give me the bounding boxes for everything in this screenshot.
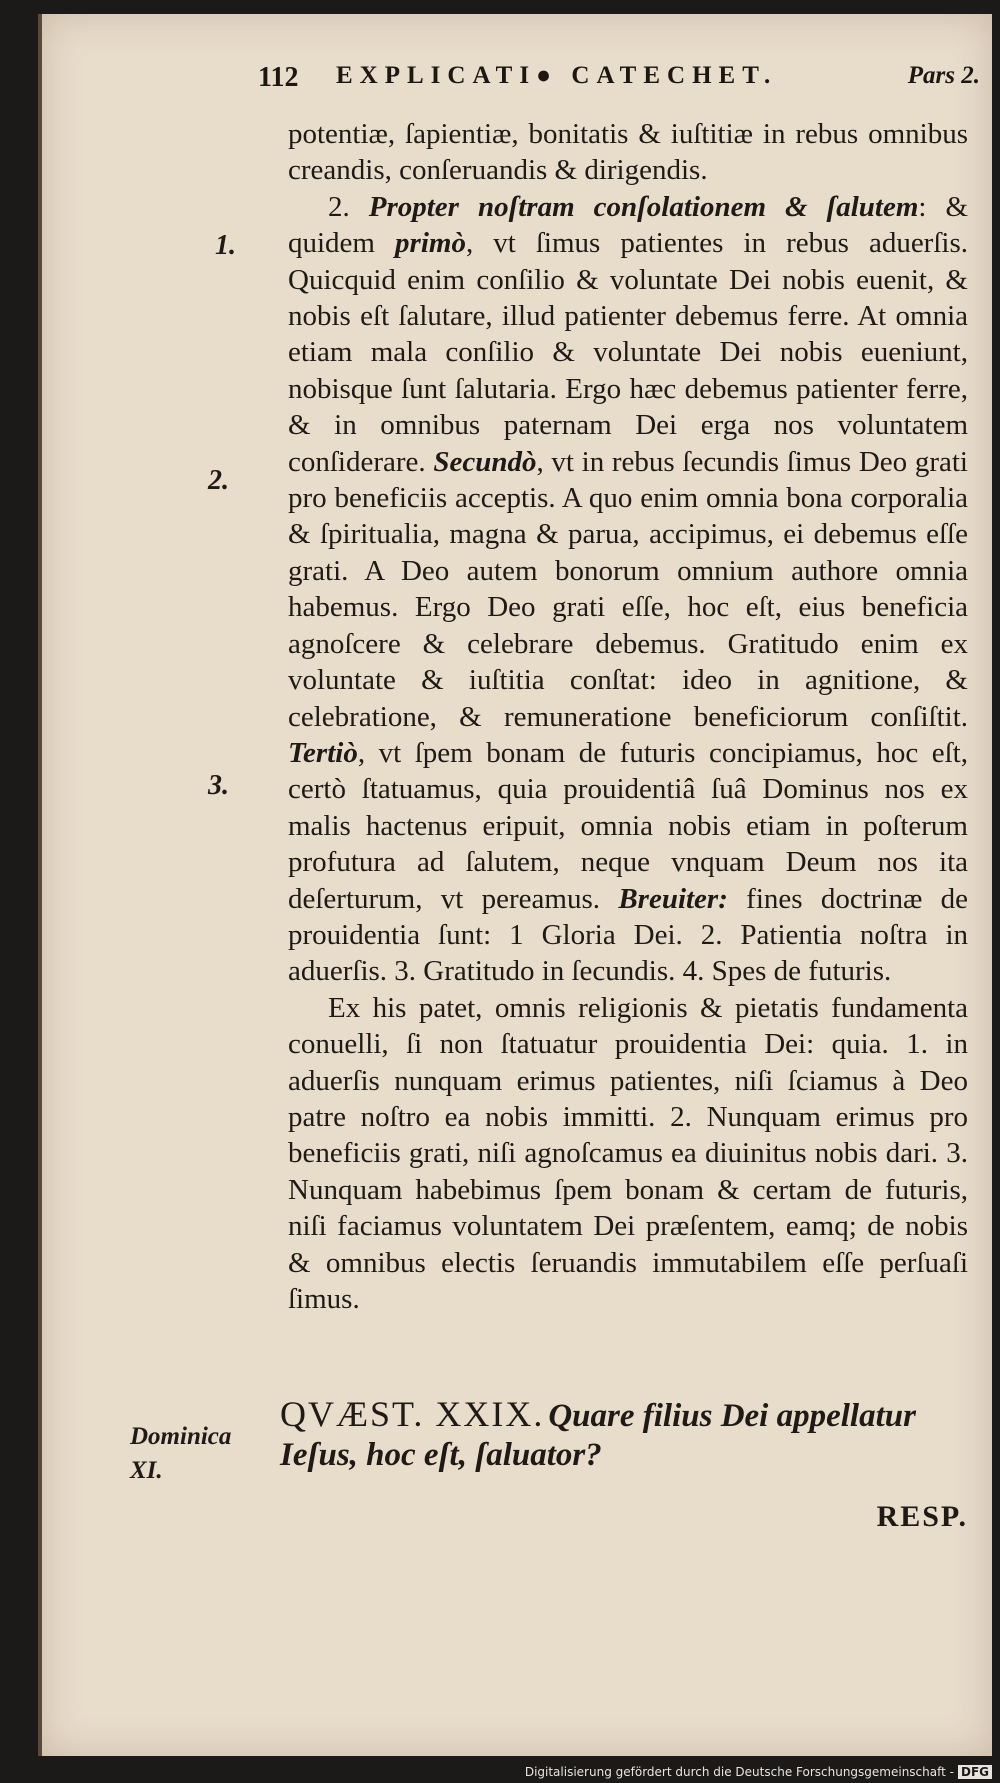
margin-number-1: 1. bbox=[215, 230, 236, 261]
resp-catchword: RESP. bbox=[876, 1500, 968, 1533]
dominica-note: Dominica XI. bbox=[130, 1423, 232, 1484]
question-title-line1: Quare filius Dei appellatur bbox=[548, 1398, 916, 1434]
paragraph-1: potentiæ, ſapientiæ, bonitatis & iuſtitiæ in rebus omnibus creandis, conſeruandis & dirigendis. bbox=[288, 118, 968, 187]
margin-number-2: 2. bbox=[208, 465, 229, 496]
question-heading bbox=[280, 1393, 970, 1474]
page-number: 112 bbox=[258, 62, 299, 93]
question-label: QVÆST. XXIX. bbox=[280, 1394, 545, 1434]
paragraph-3: Ex his patet, omnis religionis & pietatis fundamenta conuelli, ſi non ſtatuatur prouidentia Dei: quia. 1. in aduerſis nunquam erimus patientes, niſi ſciamus à Deo patre noſtro ea nobis immitti. 2. Nunquam erimus pro beneficiis grati, niſi agnoſcamus ea diuinitus nobis dari. 3. Nunquam habebimus ſpem bonam & certam de futuris, niſi faciamus voluntatem Dei præſentem, eamq; de nobis & omnibus electis ſeruandis immutabilem eſſe perſuaſi ſimus. bbox=[288, 991, 968, 1315]
body-text bbox=[288, 116, 968, 1317]
margin-number-3: 3. bbox=[208, 770, 229, 801]
paragraph-2: 2. Propter noſtram conſolationem & ſalutem: & quidem primò, vt ſimus patientes in rebus aduerſis. Quicquid enim conſilio & voluntate Dei nobis euenit, & nobis eſt ſalutare, illud patienter debemus ferre. At omnia etiam mala conſilio & voluntate Dei nobis eueniunt, nobisque ſunt ſalutaria. Ergo hæc debemus patienter ferre, & in omnibus paternam Dei erga nos voluntatem conſiderare. Secundò, vt in rebus ſecundis ſimus Deo grati pro beneficiis acceptis. A quo enim omnia bona corporalia & ſpiritualia, magna & parua, accipimus, ei debemus eſſe grati. A Deo autem bonorum omnium authore omnia habemus. Ergo Deo grati eſſe, hoc eſt, eius beneficia agnoſcere & celebrare debemus. Gratitudo enim ex voluntate & iuſtitia conſtat: ideo in agnitione, & celebratione, & remuneratione beneficiorum conſiſtit. Tertiò, vt ſpem bonam de futuris concipiamus, hoc eſt, certò ſtatuamus, quia prouidentiâ ſuâ Dominus nos ex malis hactenus eripuit, omnia nobis etiam in poſterum profutura ad ſalutem, neque vnquam Deum nos ita deſerturum, vt pereamus. Breuiter: fines doctrinæ de prouidentia ſunt: 1 Gloria Dei. 2. Patientia noſtra in aduerſis. 3. Gratitudo in ſecundis. 4. Spes de futuris. bbox=[288, 190, 969, 988]
part-label: Pars 2. bbox=[907, 62, 980, 89]
question-title-line2: Ieſus, hoc eſt, ſaluator? bbox=[280, 1437, 602, 1473]
running-header bbox=[258, 62, 980, 102]
running-title: EXPLICATI● CATECHET. bbox=[336, 62, 778, 89]
dfg-logo: DFG bbox=[958, 1765, 992, 1779]
digitization-footer: Digitalisierung gefördert durch die Deutsche Forschungsgemeinschaft - DFG bbox=[525, 1765, 992, 1779]
